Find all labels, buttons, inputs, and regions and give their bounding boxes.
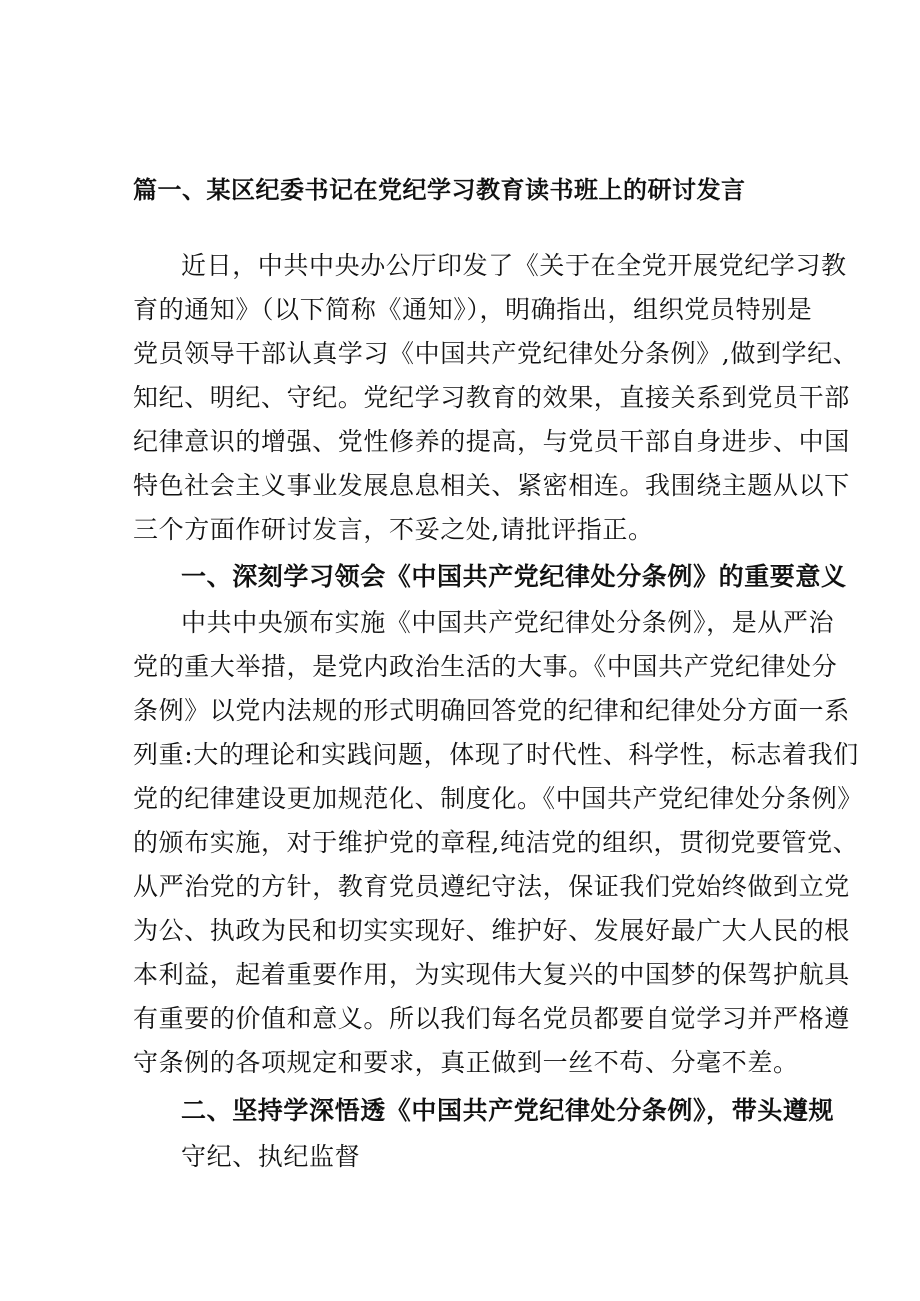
paragraph-2-line-10: 有重要的价值和意义。所以我们每名党员都要自觉学习并严格遵 xyxy=(133,1004,850,1033)
paragraph-1-line-1: 近日，中共中央办公厅印发了《关于在全党开展党纪学习教 xyxy=(181,251,847,280)
document-title: 篇一、某区纪委书记在党纪学习教育读书班上的研讨发言 xyxy=(133,175,746,204)
paragraph-2-line-9: 本利益，起着重要作用，为实现伟大复兴的中国梦的保驾护航具 xyxy=(133,960,850,989)
paragraph-2-line-1: 中共中央颁布实施《中国共产党纪律处分条例》，是从严治 xyxy=(181,608,835,637)
paragraph-3-line-1: 守纪、执纪监督 xyxy=(181,1142,361,1171)
paragraph-2-line-11: 守条例的各项规定和要求，真正做到一丝不苟、分毫不差。 xyxy=(133,1048,799,1077)
paragraph-1-line-5: 纪律意识的增强、党性修养的提高，与党员干部自身进步、中国 xyxy=(133,427,850,456)
paragraph-2-line-4: 列重:大的理论和实践问题，体现了时代性、科学性，标志着我们 xyxy=(133,740,859,769)
paragraph-1-line-7: 三个方面作研讨发言，不妥之处,请批评指正。 xyxy=(133,515,654,544)
paragraph-2-line-7: 从严治党的方针，教育党员遵纪守法，保证我们党始终做到立党 xyxy=(133,872,850,901)
paragraph-1-line-6: 特色社会主义事业发展息息相关、紧密相连。我围绕主题从以下 xyxy=(133,471,850,500)
paragraph-1-line-2: 育的通知》（以下简称《通知》），明确指出，组织党员特别是 xyxy=(133,295,813,324)
paragraph-2-line-2: 党的重大举措，是党内政治生活的大事。《中国共产党纪律处分 xyxy=(133,652,838,681)
paragraph-1-line-4: 知纪、明纪、守纪。党纪学习教育的效果，直接关系到党员干部 xyxy=(133,383,850,412)
paragraph-1-line-3: 党员领导干部认真学习《中国共产党纪律处分条例》,做到学纪、 xyxy=(133,339,859,368)
paragraph-2-line-8: 为公、执政为民和切实实现好、维护好、发展好最广大人民的根 xyxy=(133,916,850,945)
paragraph-2-line-6: 的颁布实施，对于维护党的章程,纯洁党的组织，贯彻党要管党、 xyxy=(133,828,859,857)
section-heading-2: 二、坚持学深悟透《中国共产党纪律处分条例》，带头遵规 xyxy=(181,1096,835,1125)
paragraph-2-line-5: 党的纪律建设更加规范化、制度化。《中国共产党纪律处分条例》 xyxy=(133,784,863,813)
section-heading-1: 一、深刻学习领会《中国共产党纪律处分条例》的重要意义 xyxy=(181,562,847,591)
paragraph-2-line-3: 条例》以党内法规的形式明确回答党的纪律和纪律处分方面一系 xyxy=(133,696,850,725)
